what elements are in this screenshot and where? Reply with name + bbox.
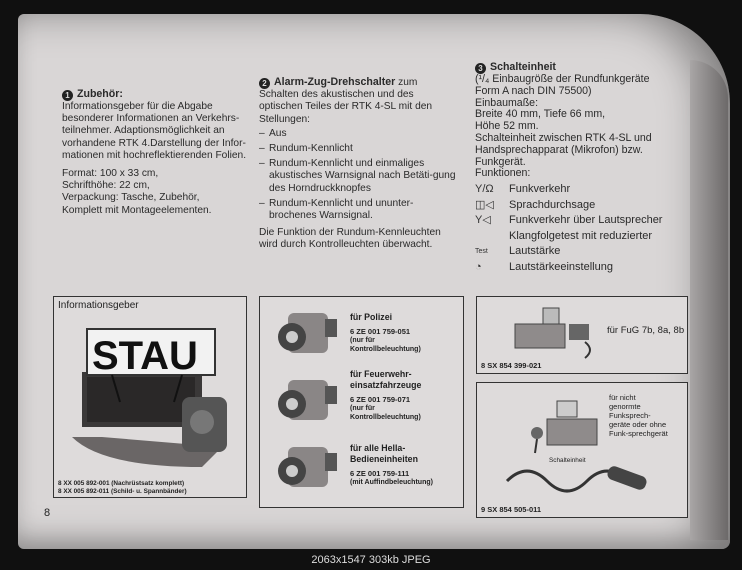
number-badge-3: 3 [475,63,486,74]
list-item: – Aus [259,128,459,140]
column-zubehoer [62,88,247,217]
function-row: Y/Ω Funkverkehr [475,183,571,196]
function-row: ◔ Lautstärkeeinstellung [475,260,613,273]
list-item: – Rundum-Kennlicht und ununter-brochenes Warnsignal. [259,198,459,222]
switch-title: für alle Hella-Bedieneinheiten [350,443,418,464]
zubehoer-heading: 1 Zubehör: [62,88,247,101]
switch-illustration [270,439,342,495]
spec-line: Handsprechapparat (Mikrofon) bzw. [475,143,643,156]
order-code: 8 SX 854 399-021 [481,361,542,370]
number-badge-2: 2 [259,78,270,89]
list-item: – Rundum-Kennlicht und einmaliges akustisches Warnsignal nach Betäti-gung des Horndruckknopfes [259,158,459,195]
switch-illustration [270,372,342,428]
image-caption: 2063x1547 303kb JPEG [311,554,431,566]
switch-illustration [270,305,342,361]
spec-line: (¹/₄ Einbaugröße der Rundfunkgeräte [475,73,650,85]
switch-title: für Feuerwehr-einsatzfahrzeuge [350,369,422,390]
order-code: 6 ZE 001 759-071 [350,395,411,404]
number-badge-1: 1 [62,90,73,101]
spec-line: Breite 40 mm, Tiefe 66 mm, [475,108,606,121]
test-icon: Test [475,248,488,256]
schalteinheit-label: Schalteinheit [549,457,586,464]
function-row: Test Lautstärke [475,245,561,258]
fug-box [476,296,688,374]
fug-label: für FuG 7b, 8a, 8b [607,325,685,336]
sprechgeraet-box [476,382,688,518]
order-code: 6 ZE 001 759-111 [350,469,410,478]
function-row: Klangfolgetest mit reduzierter [509,229,653,242]
alarm-positions-list [259,128,459,222]
info-sign-illustration [62,317,242,467]
page-number: 8 [44,507,51,519]
alarm-heading: Alarm-Zug-Drehschalter [274,76,396,88]
functions-list [475,182,675,275]
sign-text: STAU [92,334,198,378]
alarm-intro-text: 2 Alarm-Zug-Drehschalter zum Schalten des akustischen und des optischen Teiles der RTK 4-SL mit den Stellungen: [259,76,433,125]
drehschalter-box [259,296,464,508]
list-item: – Rundum-Kennlicht [259,143,459,155]
spec-line: Form A nach DIN 75500) [475,84,592,97]
order-code: 9 SX 854 505-011 [481,505,542,514]
page-curl-edge [690,60,728,540]
switch-title: für Polizei [350,312,393,322]
zubehoer-description: Informationsgeber für die Abgabe besonderer Informationen an Verkehrs-teilnehmer. Adaptionsmöglichkeit an vorhandene RTK 4.Darstellung der Infor-mationen mit hochreflektierenden Folien. [62,101,247,161]
function-row: Y◁ Funkverkehr über Lautsprecher [475,214,663,227]
zubehoer-format: Format: 100 x 33 cm, [62,168,159,180]
order-code: 8 XX 005 892-011 (Schild- u. Spannbänder) [58,488,187,495]
order-code: 8 XX 005 892-001 (Nachrüstsatz komplett) [58,480,185,487]
spec-line: Höhe 52 mm. [475,120,539,133]
column-schalteinheit [475,62,675,275]
switch-note: (nur für Kontrollbeleuchtung) [350,337,421,353]
volume-knob-icon: ◔ [475,260,482,273]
zubehoer-schrift: Schrifthöhe: 22 cm, [62,180,150,192]
zubehoer-verpackung: Verpackung: Tasche, Zubehör, [62,192,200,204]
radio-icon: Y/Ω [475,183,494,196]
spec-line: Funkgerät. [475,155,526,168]
radio-speaker-icon: Y◁ [475,214,491,227]
function-row: ◫◁ Sprachdurchsage [475,198,596,211]
zubehoer-komplett: Komplett mit Montageelementen. [62,204,212,216]
box-title: Informationsgeber [58,300,139,311]
column-alarm [259,76,459,252]
schalteinheit-fug-illustration [495,302,605,362]
speaker-icon: ◫◁ [475,198,494,211]
sprechgeraet-label: für nicht genormte Funksprech-geräte oder ohne Funk-sprechgerät [609,393,668,438]
informationsgeber-box [53,296,247,498]
spec-line: Einbaumaße: [475,96,539,109]
alarm-footer: Die Funktion der Rundum-Kennleuchten wird durch Kontrolleuchten überwacht. [259,227,441,251]
spec-line: Funktionen: [475,167,531,180]
switch-note: (mit Auffindbeleuchtung) [350,479,433,486]
order-code: 6 ZE 001 759-051 [350,327,411,336]
schalteinheit-heading: 3 Schalteinheit [475,62,675,74]
switch-note: (nur für Kontrollbeleuchtung) [350,405,421,421]
spec-line: Schalteinheit zwischen RTK 4-SL und [475,131,652,144]
